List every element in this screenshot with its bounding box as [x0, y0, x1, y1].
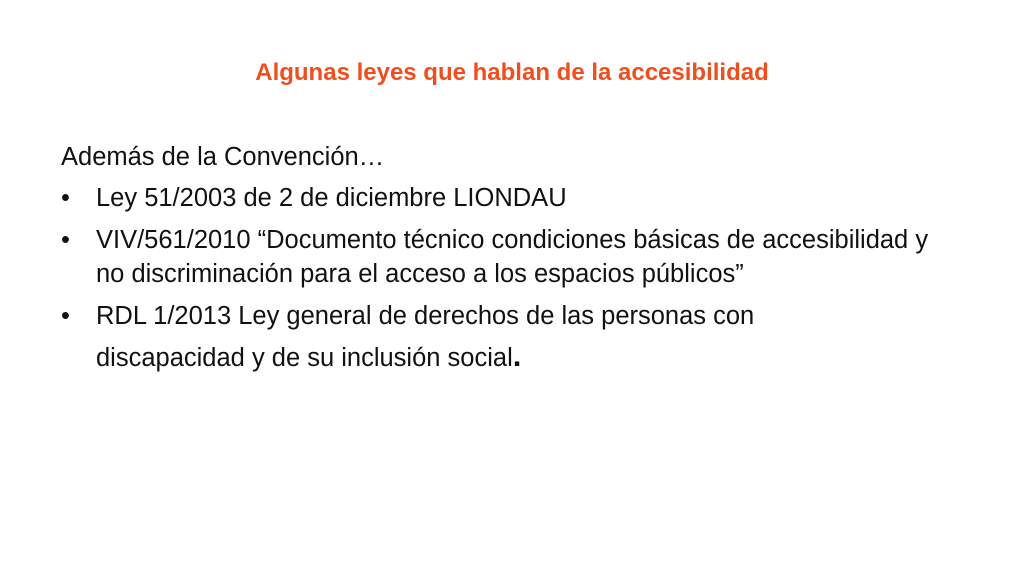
bullet-end-mark: .: [512, 338, 522, 373]
bullet-dot-icon: •: [61, 226, 70, 254]
slide-title: Algunas leyes que hablan de la accesibilidad: [255, 59, 769, 86]
bullet-text: Ley 51/2003 de 2 de diciembre LIONDAU: [96, 184, 567, 212]
bullet-text: VIV/561/2010 “Documento técnico condiciones básicas de accesibilidad y no discriminación para el acceso a los espacios públicos”: [96, 226, 929, 288]
bullet-item-liondau: [61, 181, 961, 215]
bullet-text-line1: RDL 1/2013 Ley general de derechos de las personas con: [96, 302, 755, 330]
bullet-dot-icon: •: [61, 184, 70, 212]
bullet-item-viv-561-2010: [61, 223, 961, 291]
bullet-text-line2-wrap: [96, 333, 961, 381]
bullet-text-line2: discapacidad y de su inclusión social: [96, 344, 513, 372]
bullet-list: [61, 181, 961, 381]
intro-text: Además de la Convención…: [61, 143, 385, 171]
bullet-item-rdl-1-2013: [61, 299, 961, 381]
bullet-dot-icon: •: [61, 302, 70, 330]
